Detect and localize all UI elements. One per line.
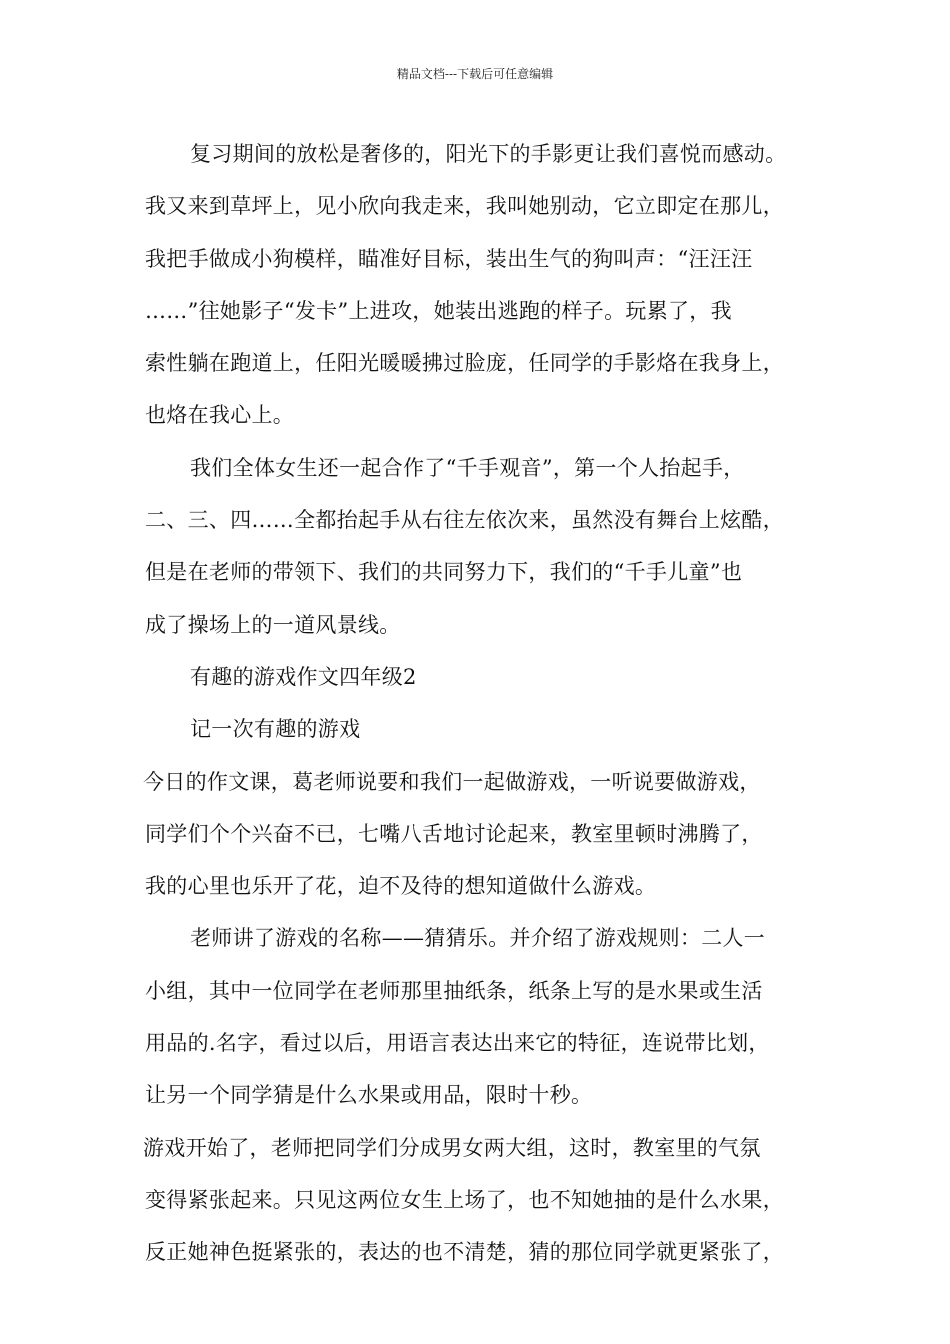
paragraph-line: ……”往她影子“发卡”上进攻，她装出逃跑的样子。玩累了，我 <box>145 298 732 323</box>
paragraph-line: 但是在老师的带领下、我们的共同努力下，我们的“千手儿童”也 <box>145 560 743 585</box>
paragraph-line: 成了操场上的一道风景线。 <box>145 612 401 637</box>
paragraph-line: 我把手做成小狗模样，瞄准好目标，装出生气的狗叫声：“汪汪汪 <box>145 246 753 271</box>
paragraph-line: 同学们个个兴奋不已，七嘴八舌地讨论起来，教室里顿时沸腾了， <box>145 821 763 846</box>
paragraph-line: 我的心里也乐开了花，迫不及待的想知道做什么游戏。 <box>145 874 657 899</box>
paragraph-line: 索性躺在跑道上，任阳光暖暖拂过脸庞，任同学的手影烙在我身上， <box>145 351 784 376</box>
paragraph-line: 复习期间的放松是奢侈的，阳光下的手影更让我们喜悦而感动。 <box>190 142 787 166</box>
paragraph-line: 也烙在我心上。 <box>145 403 295 428</box>
page-header: 精品文档---下载后可任意编辑 <box>396 67 554 81</box>
paragraph-line: 游戏开始了，老师把同学们分成男女两大组，这时，教室里的气氛 <box>143 1135 761 1160</box>
paragraph-line: 二、三、四……全都抬起手从右往左依次来，虽然没有舞台上炫酷， <box>145 508 784 533</box>
paragraph-line: 反正她神色挺紧张的，表达的也不清楚，猜的那位同学就更紧张了， <box>145 1240 784 1265</box>
paragraph-line: 老师讲了游戏的名称——猜猜乐。并介绍了游戏规则：二人一 <box>190 926 766 951</box>
paragraph-line: 今日的作文课，葛老师说要和我们一起做游戏，一听说要做游戏， <box>143 769 761 794</box>
essay-title: 记一次有趣的游戏 <box>190 717 361 742</box>
paragraph-line: 我又来到草坪上，见小欣向我走来，我叫她别动，它立即定在那儿， <box>145 194 784 219</box>
section-title: 有趣的游戏作文四年级2 <box>190 664 417 689</box>
paragraph-line: 我们全体女生还一起合作了“千手观音”，第一个人抬起手， <box>190 455 745 480</box>
paragraph-line: 变得紧张起来。只见这两位女生上场了，也不知她抽的是什么水果， <box>145 1187 784 1212</box>
paragraph-line: 用品的.名字，看过以后，用语言表达出来它的特征，连说带比划， <box>145 1031 770 1056</box>
paragraph-line: 让另一个同学猜是什么水果或用品，限时十秒。 <box>145 1083 593 1108</box>
document-body <box>145 128 835 1279</box>
paragraph-line: 小组，其中一位同学在老师那里抽纸条，纸条上写的是水果或生活 <box>145 978 763 1003</box>
